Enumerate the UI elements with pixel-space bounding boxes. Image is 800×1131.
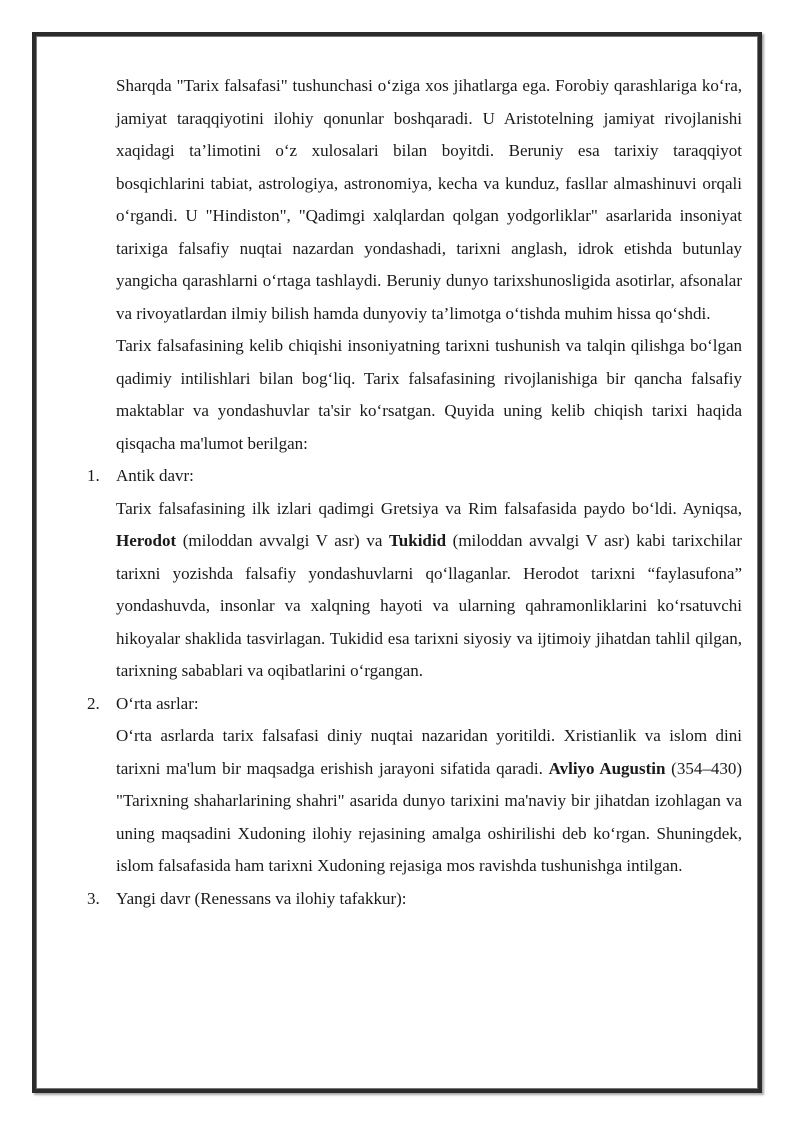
list-item-title: O‘rta asrlar: [116, 693, 199, 713]
text-run: (miloddan avvalgi V asr) kabi tarixchilar tarixni yozishda falsafiy yondashuvlarni qo‘llaganlar. Herodot tarixni “faylasufona” yondashuvda, insonlar va xalqning hayoti va ularning qahramonliklarini ko‘rsatuvchi hikoyalar shaklida tasvirlagan. Tukidid esa tarixni siyosiy va ijtimoiy jihatdan tahlil qilgan, tarixning sabablari va oqibatlarini o‘rgangan. [116, 531, 742, 680]
text-run: O‘rta asrlarda tarix falsafasi diniy nuqtai nazaridan yoritildi. Xristianlik va islom dini tarixni ma'lum bir maqsadga erishish jarayoni sifatida qaradi. [116, 726, 742, 778]
bold-augustin: Avliyo Augustin [548, 758, 666, 778]
paragraph-antik [116, 493, 742, 688]
paragraph-sharq: Sharqda "Tarix falsafasi" tushunchasi o‘ziga xos jihatlarga ega. Forobiy qarashlariga ko‘ra, jamiyat taraqqiyotini ilohiy qonunlar boshqaradi. U Aristotelning jamiyat rivojlanishi xaqidagi ta’limotini o‘z xulosalari bilan boyitdi. Beruniy esa tarixiy taraqqiyot bosqichlarini tabiat, astrologiya, astronomiya, kecha va kunduz, fasllar almashinuvi orqali o‘rgandi. U "Hindiston", "Qadimgi xalqlardan qolgan yodgorliklar" asarlarida insoniyat tarixiga falsafiy nuqtai nazardan yondashadi, tarixni anglash, idrok etishda butunlay yangicha qarashlarni o‘rtaga tashlaydi. Beruniy dunyo tarixshunosligida asotirlar, afsonalar va rivoyatlardan ilmiy bilish hamda dunyoviy ta’limotga o‘tishda muhim hissa qo‘shdi. [116, 76, 742, 323]
list-item-yangi-title [87, 883, 742, 916]
text-run: (354–430) "Tarixning shaharlarining shahri" asarida dunyo tarixini ma'naviy bir jihatdan izohlagan va uning maqsadini Xudoning ilohiy rejasining amalga oshirilishi deb ko‘rgan. Shuningdek, islom falsafasida ham tarixni Xudoning rejasiga mos ravishda tushunishga intilgan. [116, 758, 743, 875]
text-run: (miloddan avvalgi V asr) va [176, 531, 389, 550]
list-number: 3. [87, 888, 100, 908]
list-number: 1. [87, 466, 100, 485]
paragraph-orta [116, 720, 742, 883]
document-body [87, 70, 743, 915]
list-item-title: Yangi davr (Renessans va ilohiy tafakkur): [116, 888, 407, 908]
list-item-title: Antik davr: [116, 466, 194, 485]
list-item-orta-title [87, 688, 742, 721]
paragraph-origin: Tarix falsafasining kelib chiqishi insoniyatning tarixni tushunish va talqin qilishga bo‘lgan qadimiy intilishlari bilan bog‘liq. Tarix falsafasining rivojlanishiga bir qancha falsafiy maktablar va yondashuvlar ta'sir ko‘rsatgan. Quyida uning kelib chiqish tarixi haqida qisqacha ma'lumot berilgan: [116, 336, 742, 453]
bold-tukidid: Tukidid [389, 531, 447, 550]
text-run: Tarix falsafasining ilk izlari qadimgi Gretsiya va Rim falsafasida paydo bo‘ldi. Ayniqsa, [116, 498, 742, 518]
bold-herodot: Herodot [116, 531, 177, 550]
list-item-antik-title [87, 460, 742, 493]
list-number: 2. [87, 693, 100, 713]
